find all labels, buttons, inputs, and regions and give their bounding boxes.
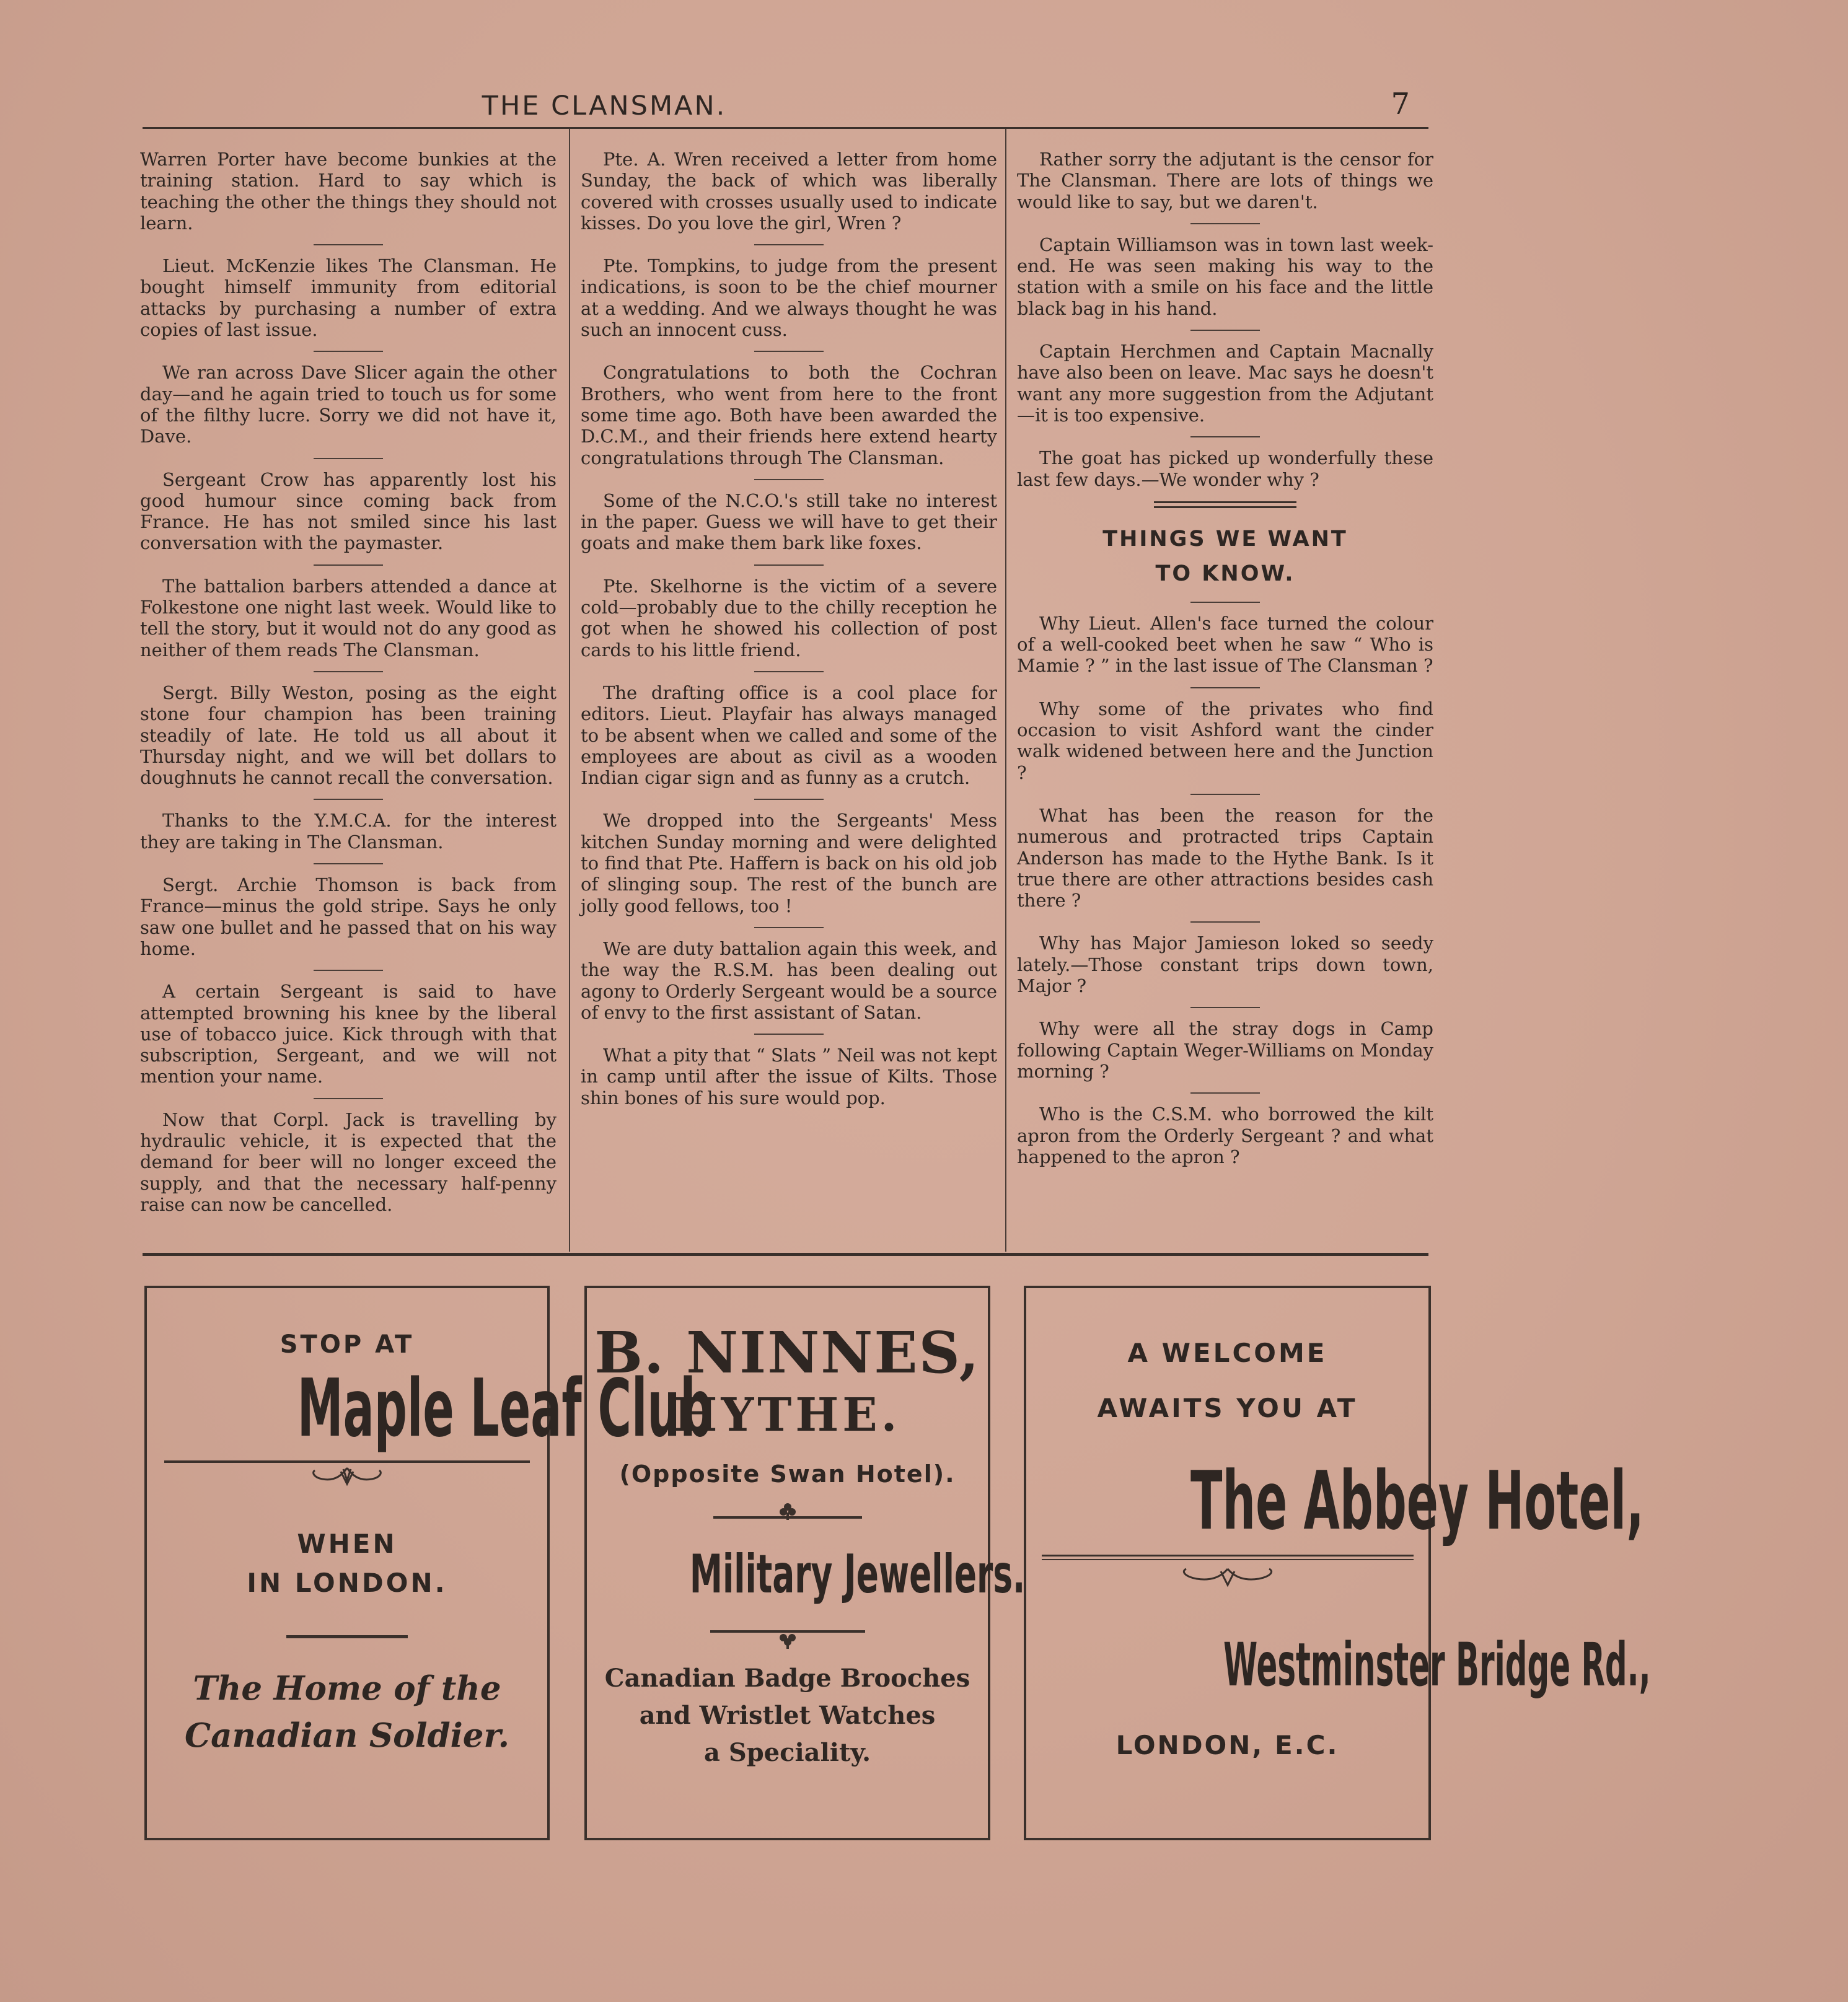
paragraph: Pte. A. Wren received a letter from home Sunday, the back of which was liberally covered with crosses usually used to indicate kisses. Do you love the girl, Wren ? [581, 149, 997, 234]
separator [1190, 330, 1260, 331]
column-divider [569, 129, 570, 1252]
clover-icon [778, 1633, 797, 1649]
separator [314, 1098, 383, 1099]
ad-street: Westminster Bridge Rd., [1223, 1630, 1651, 1700]
separator [314, 351, 383, 352]
paragraph: Sergeant Crow has apparently lost his good humour since coming back from France. He has not smiled since his last conversation with the paymaster. [140, 468, 557, 554]
ad-text: STOP AT [279, 1330, 415, 1359]
ad-rule [1042, 1559, 1414, 1560]
separator [1190, 602, 1260, 603]
ad-town: HYTHE. [674, 1389, 901, 1442]
paragraph: Sergt. Billy Weston, posing as the eight stone four champion has been training steadily of late. He told us all about it Thursday night, and we will bet dollars to doughnuts he cannot recall the conversation. [140, 682, 557, 789]
separator [754, 479, 824, 480]
paragraph: Warren Porter have become bunkies at the training station. Hard to say which is teaching the other the things they should not learn. [140, 149, 557, 234]
paragraph: Congratulations to both the Cochran Brothers, who went from here to the front some time ago. Both have been awarded the D.C.M., and their friends here extend hearty congratulations through The Clansman. [581, 362, 997, 468]
separator [314, 671, 383, 672]
separator [1190, 223, 1260, 224]
ad-trade: Military Jewellers. [689, 1543, 1026, 1605]
ads-top-rule [143, 1253, 1428, 1256]
paragraph: Captain Williamson was in town last week-end. He was seen making his way to the station with a smile on his face and the little black bag in his hand. [1017, 234, 1433, 319]
separator [1190, 436, 1260, 437]
ornament-icon [304, 1463, 390, 1491]
paragraph: Thanks to the Y.M.C.A. for the interest they are taking in The Clansman. [140, 810, 557, 853]
paragraph: A certain Sergeant is said to have attempted browning his knee by the liberal use of tobacco juice. Kick through with that subscription, Sergeant, and we will not mention your name. [140, 981, 557, 1087]
paragraph: Why some of the privates who find occasion to visit Ashford want the cinder walk widened between here and the Junction ? [1017, 698, 1433, 783]
paragraph: Some of the N.C.O.'s still take no interest in the paper. Guess we will have to get their goats and make them bark like foxes. [581, 490, 997, 554]
column-2 [581, 149, 997, 1245]
ad-text: A WELCOME [1127, 1338, 1327, 1368]
section-heading-line: THINGS WE WANT [1102, 526, 1348, 551]
paragraph: The drafting office is a cool place for editors. Lieut. Playfair has always managed to be absent when we called and some of the employees are about as civil as a wooden Indian cigar sign and as funny as a crutch. [581, 682, 997, 789]
column-3 [1017, 149, 1433, 1245]
ad-maple-leaf-club [144, 1286, 713, 1840]
section-heading-line: TO KNOW. [1155, 561, 1295, 586]
ad-text: AWAITS YOU AT [1097, 1393, 1358, 1423]
ad-rule [286, 1635, 408, 1638]
separator [754, 244, 824, 245]
ad-text: LONDON, E.C. [1115, 1730, 1339, 1760]
paragraph: Pte. Tompkins, to judge from the present indications, is soon to be the chief mourner at a wedding. And we always thought he was such an innocent cuss. [581, 255, 997, 341]
paragraph: What a pity that “ Slats ” Neil was not kept in camp until after the issue of Kilts. Those shin bones of his sure would pop. [581, 1045, 997, 1109]
paragraph: Why Lieut. Allen's face turned the colour of a well-cooked beet when he saw “ Who is Mamie ? ” in the last issue of The Clansman ? [1017, 612, 1433, 677]
paragraph: What has been the reason for the numerous and protracted trips Captain Anderson has made to the Hythe Bank. Is it true there are other attractions besides cash there ? [1017, 804, 1433, 911]
paragraph: Captain Herchmen and Captain Macnally have also been on leave. Mac says he doesn't want any more suggestion from the Adjutant—it is too expensive. [1017, 341, 1433, 426]
column-divider [1005, 129, 1006, 1252]
page-header [143, 87, 1428, 130]
separator [314, 244, 383, 245]
ad-text: and Wristlet Watches [639, 1701, 936, 1730]
separator [754, 1034, 824, 1035]
paragraph: Lieut. McKenzie likes The Clansman. He bought himself immunity from editorial attacks by purchasing a number of extra copies of last issue. [140, 255, 557, 341]
ad-text: Canadian Badge Brooches [604, 1664, 970, 1693]
ad-text: IN LONDON. [247, 1568, 447, 1598]
masthead-title: THE CLANSMAN. [482, 90, 727, 121]
page-number: 7 [1391, 87, 1410, 121]
ad-tagline: Canadian Soldier. [184, 1716, 510, 1755]
paragraph: Pte. Skelhorne is the victim of a severe cold—probably due to the chilly reception he got when he showed his collection of post cards to his little friend. [581, 575, 997, 661]
separator [314, 863, 383, 864]
paragraph: Now that Corpl. Jack is travelling by hydraulic vehicle, it is expected that the demand for beer will no longer exceed the supply, and that the necessary half-penny raise can now be cancelled. [140, 1109, 557, 1215]
ad-title: Maple Leaf Club [297, 1363, 713, 1455]
separator [754, 799, 824, 800]
paragraph: Why were all the stray dogs in Camp following Captain Weger-Williams on Monday morning ? [1017, 1018, 1433, 1082]
ad-title: The Abbey Hotel, [1190, 1454, 1644, 1548]
ad-text: a Speciality. [703, 1738, 871, 1767]
separator [314, 564, 383, 566]
paragraph: Sergt. Archie Thomson is back from France—minus the gold stripe. Says he only saw one bullet and he passed that on his way home. [140, 874, 557, 959]
separator [1190, 1007, 1260, 1008]
ad-rule [1042, 1555, 1414, 1556]
header-rule [143, 127, 1428, 129]
ad-abbey-hotel [1024, 1286, 1651, 1840]
separator [754, 564, 824, 566]
paragraph: The goat has picked up wonderfully these last few days.—We wonder why ? [1017, 447, 1433, 490]
double-rule [1154, 501, 1296, 508]
ad-b-ninnes [584, 1286, 1026, 1840]
ad-title: B. NINNES, [594, 1319, 980, 1386]
paragraph: We ran across Dave Slicer again the other day—and he again tried to touch us for some of the filthy lucre. Sorry we did not have it, Dave. [140, 362, 557, 447]
section-heading [1017, 522, 1433, 591]
paragraph: Why has Major Jamieson loked so seedy lately.—Those constant trips down town, Major ? [1017, 933, 1433, 997]
separator [754, 351, 824, 352]
separator [314, 799, 383, 800]
paragraph: We are duty battalion again this week, and the way the R.S.M. has been dealing out agony to Orderly Sergeant would be a source of envy to the first assistant of Satan. [581, 937, 997, 1023]
ad-tagline: The Home of the [193, 1669, 501, 1708]
column-1 [140, 149, 557, 1245]
separator [1190, 687, 1260, 688]
separator [754, 927, 824, 928]
ornament-icon [1169, 1563, 1287, 1594]
paragraph: Who is the C.S.M. who borrowed the kilt apron from the Orderly Sergeant ? and what happened to the apron ? [1017, 1104, 1433, 1167]
paragraph: Rather sorry the adjutant is the censor for The Clansman. There are lots of things we would like to say, but we daren't. [1017, 149, 1433, 213]
paragraph: We dropped into the Sergeants' Mess kitchen Sunday morning and were delighted to find that Pte. Haffern is back on his old job of slinging soup. The rest of the bunch are jolly good fellows, too ! [581, 810, 997, 916]
separator [314, 970, 383, 971]
separator [754, 671, 824, 672]
separator [1190, 1092, 1260, 1094]
ad-text: WHEN [297, 1529, 397, 1559]
separator [314, 458, 383, 459]
ad-text: (Opposite Swan Hotel). [619, 1460, 956, 1488]
separator [1190, 794, 1260, 795]
paragraph: The battalion barbers attended a dance at Folkestone one night last week. Would like to tell the story, but it would not do any good as neither of them reads The Clansman. [140, 575, 557, 661]
separator [1190, 921, 1260, 923]
